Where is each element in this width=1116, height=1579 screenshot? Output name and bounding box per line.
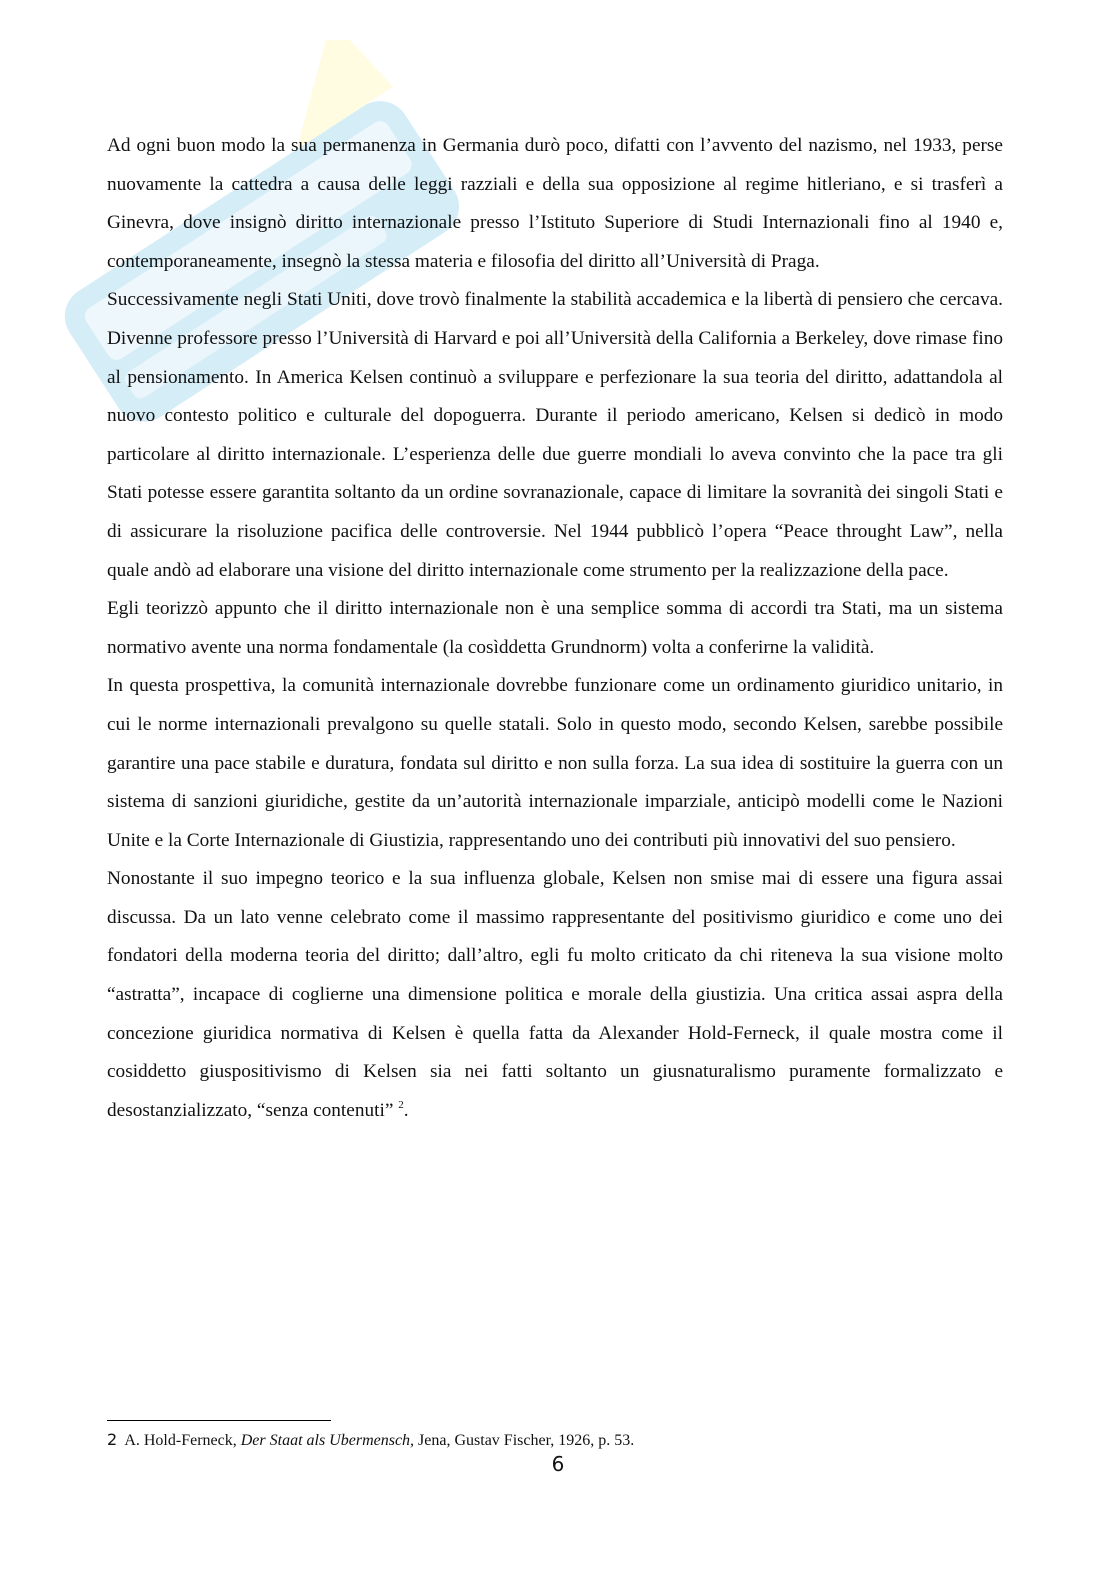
paragraph: Ad ogni buon modo la sua permanenza in Germania durò poco, difatti con l’avvento del nazismo, nel 1933, perse nuovamente la cattedra a causa delle leggi razziali e della sua opposizione al regime hitleriano, e si trasferì a Ginevra, dove insignò diritto internazionale presso l’Istituto Superiore di Studi Internazionali fino al 1940 e, contemporaneamente, insegnò la stessa materia e filosofia del diritto all’Università di Praga. — [107, 135, 1003, 272]
footnote-reference[interactable]: 2 — [398, 1098, 404, 1111]
paragraph-text: Nonostante il suo impegno teorico e la sua influenza globale, Kelsen non smise mai di essere una figura assai discussa. Da un lato venne celebrato come il massimo rappresentante del positivismo giuridico e come uno dei fondatori della moderna teoria del diritto; dall’altro, egli fu molto criticato da chi riteneva la sua visione molto “astratta”, incapace di coglierne una dimensione politica e morale della giustizia. Una critica assai aspra della concezione giuridica normativa di Kelsen è quella fatta da Alexander Hold-Ferneck, il quale mostra come il cosiddetto giuspositivismo di Kelsen sia nei fatti soltanto un giusnaturalismo puramente formalizzato e desostanzializzato, “senza contenuti” — [107, 868, 1003, 1121]
footnote-number: 2 — [107, 1430, 118, 1449]
footnote-author: A. Hold-Ferneck, — [124, 1432, 237, 1449]
sentence-end: . — [403, 1099, 409, 1121]
paragraph-last — [107, 860, 1003, 1130]
paragraph: In questa prospettiva, la comunità internazionale dovrebbe funzionare come un ordinamento giuridico unitario, in cui le norme internazionali prevalgono su quelle statali. Solo in questo modo, secondo Kelsen, sarebbe possibile garantire una pace stabile e duratura, fondata sul diritto e non sulla forza. La sua idea di sostituire la guerra con un sistema di sanzioni giuridiche, gestite da un’autorità internazionale imparziale, anticipò modelli come le Nazioni Unite e la Corte Internazionale di Giustizia, rappresentando uno dei contributi più innovativi del suo pensiero. — [107, 675, 1003, 851]
paragraph: Successivamente negli Stati Uniti, dove trovò finalmente la stabilità accademica e la libertà di pensiero che cercava. Divenne professore presso l’Università di Harvard e poi all’Università della California a Berkeley, dove rimase fino al pensionamento. In America Kelsen continuò a sviluppare e perfezionare la sua teoria del diritto, adattandola al nuovo contesto politico e culturale del dopoguerra. Durante il periodo americano, Kelsen si dedicò in modo particolare al diritto internazionale. L’esperienza delle due guerre mondiali lo aveva convinto che la pace tra gli Stati potesse essere garantita soltanto da un ordine sovranazionale, capace di limitare la sovranità dei singoli Stati e di assicurare la risoluzione pacifica delle controversie. Nel 1944 pubblicò l’opera “Peace throught Law”, nella quale andò ad elaborare una visione del diritto internazionale come strumento per la realizzazione della pace. — [107, 289, 1003, 581]
footnote-separator — [107, 1420, 331, 1421]
paragraph: Egli teorizzò appunto che il diritto internazionale non è una semplice somma di accordi tra Stati, ma un sistema normativo avente una norma fondamentale (la cosìddetta Grundnorm) volta a conferirne la validità. — [107, 598, 1003, 658]
page-number: 6 — [551, 1452, 565, 1476]
footnote-title: Der Staat als Ubermensch, — [240, 1432, 415, 1449]
body-text — [107, 127, 1003, 1130]
footnote — [107, 1429, 634, 1452]
footnote-details: Jena, Gustav Fischer, 1926, p. 53. — [418, 1432, 635, 1449]
